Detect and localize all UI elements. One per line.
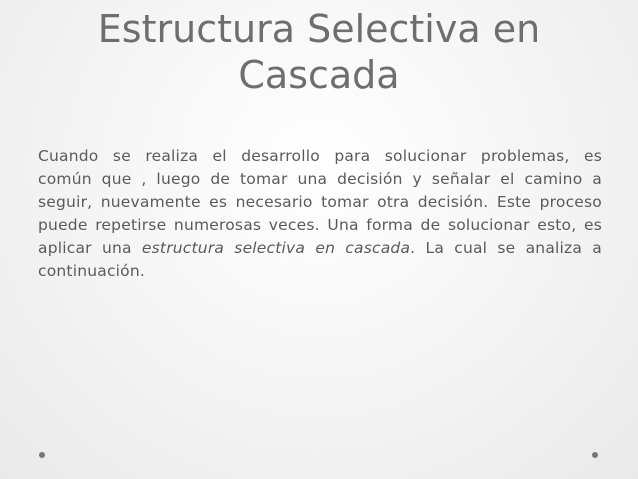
- bottom-right-dot-icon: [592, 452, 598, 458]
- paragraph-text-before: Cuando se realiza el desarrollo para solucionar problemas, es común que , luego de tomar una decisión y señalar el camino a seguir, nuevamente es necesario tomar otra decisión. Este proceso puede repetirse numerosas veces. Una forma de solucionar esto, es aplicar una: [38, 147, 602, 257]
- paragraph-text-after: . La cual se analiza a continuación.: [38, 239, 602, 280]
- slide-paragraph: [38, 145, 602, 283]
- paragraph-emphasis: estructura selectiva en cascada: [141, 239, 411, 257]
- slide-title: Estructura Selectiva en Cascada: [97, 7, 541, 97]
- bottom-left-dot-icon: [39, 452, 45, 458]
